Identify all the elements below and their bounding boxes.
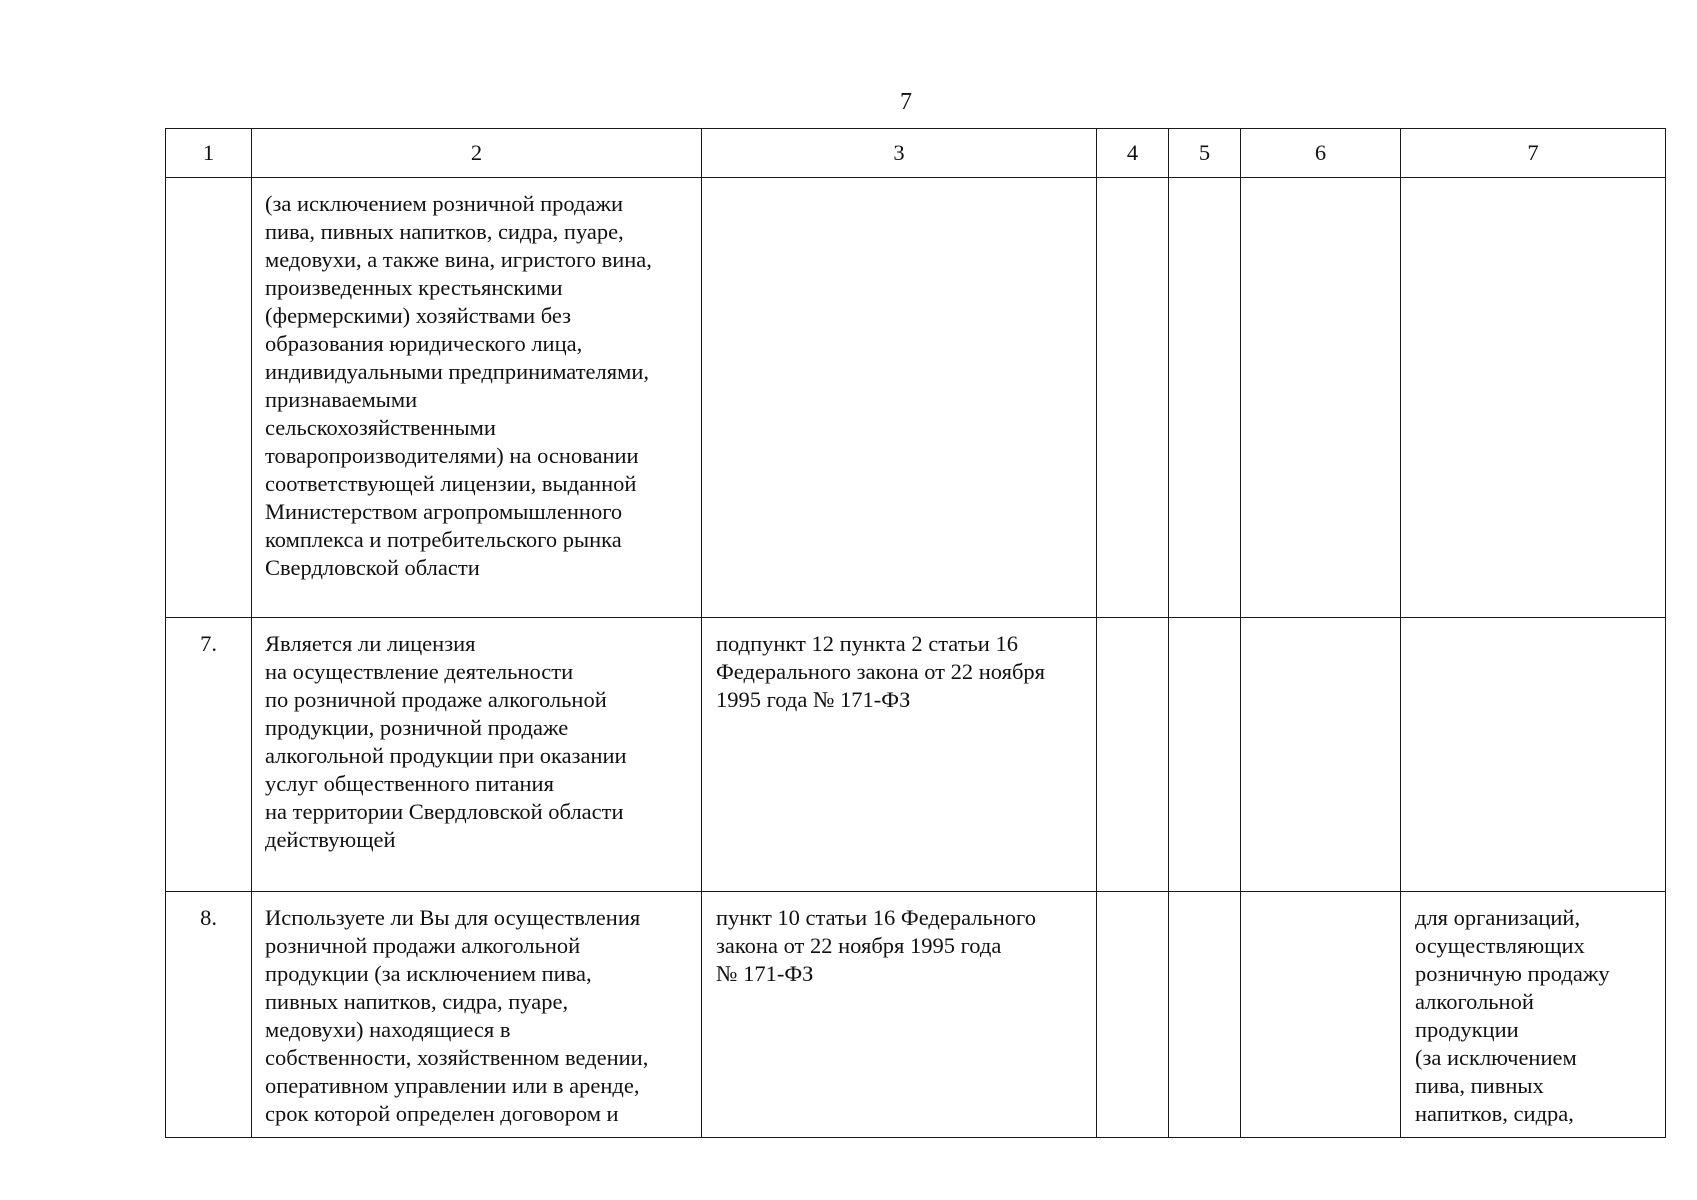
question-text: Является ли лицензия на осуществление деятельности по розничной продаже алкогольной продукции, розничной продаже алкогольной продукции при оказании услуг общественного питания на территории Свердловской области действующей bbox=[265, 631, 627, 852]
not-applicable-cell bbox=[1241, 618, 1401, 892]
note-text bbox=[1401, 178, 1665, 190]
requisites-text: пункт 10 статьи 16 Федерального закона от 22 ноября 1995 года № 171-ФЗ bbox=[716, 905, 1036, 986]
answer-no-cell bbox=[1169, 178, 1241, 618]
header-col-4: 4 bbox=[1097, 129, 1169, 178]
answer-no-cell bbox=[1169, 892, 1241, 1138]
row-number: 8. bbox=[200, 905, 217, 930]
requisites-text: подпункт 12 пункта 2 статьи 16 Федерального закона от 22 ноября 1995 года № 171-ФЗ bbox=[716, 631, 1046, 712]
header-col-2: 2 bbox=[252, 129, 702, 178]
header-col-5: 5 bbox=[1169, 129, 1241, 178]
table-row bbox=[166, 178, 1666, 618]
requisites-text bbox=[702, 178, 1096, 190]
question-cell bbox=[252, 892, 702, 1138]
note-cell bbox=[1401, 178, 1666, 618]
not-applicable-cell bbox=[1241, 178, 1401, 618]
answer-yes-cell bbox=[1097, 178, 1169, 618]
question-cell bbox=[252, 178, 702, 618]
not-applicable-cell bbox=[1241, 892, 1401, 1138]
checklist-table bbox=[165, 128, 1666, 1138]
row-number bbox=[166, 178, 251, 190]
page-number: 7 bbox=[900, 89, 912, 115]
note-text: для организаций, осуществляющих розничную продажу алкогольной продукции (за исключением пива, пивных напитков, сидра, bbox=[1415, 905, 1610, 1126]
answer-no-cell bbox=[1169, 618, 1241, 892]
header-row bbox=[166, 129, 1666, 178]
requisites-cell bbox=[702, 618, 1097, 892]
note-text bbox=[1401, 618, 1665, 630]
table-row bbox=[166, 892, 1666, 1138]
question-text: (за исключением розничной продажи пива, пивных напитков, сидра, пуаре, медовухи, а также вина, игристого вина, произведенных крестьянскими (фермерскими) хозяйствами без образования юридического лица, индивидуальными предпринимателями, признаваемыми сельскохозяйственными товаропроизводителями) на основании соответствующей лицензии, выданной Министерством агропромышленного комплекса и потребительского рынка Свердловской области bbox=[265, 191, 652, 580]
question-text: Используете ли Вы для осуществления розничной продажи алкогольной продукции (за исключением пива, пивных напитков, сидра, пуаре, медовухи) находящиеся в собственности, хозяйственном ведении, оперативном управлении или в аренде, срок которой определен договором и bbox=[265, 905, 649, 1126]
question-cell bbox=[252, 618, 702, 892]
header-col-3: 3 bbox=[702, 129, 1097, 178]
answer-yes-cell bbox=[1097, 892, 1169, 1138]
header-col-7: 7 bbox=[1401, 129, 1666, 178]
requisites-cell bbox=[702, 178, 1097, 618]
header-col-1: 1 bbox=[166, 129, 252, 178]
row-number: 7. bbox=[200, 631, 217, 656]
note-cell bbox=[1401, 618, 1666, 892]
table-row bbox=[166, 618, 1666, 892]
row-number-cell bbox=[166, 892, 252, 1138]
row-number-cell bbox=[166, 618, 252, 892]
row-number-cell bbox=[166, 178, 252, 618]
note-cell bbox=[1401, 892, 1666, 1138]
requisites-cell bbox=[702, 892, 1097, 1138]
answer-yes-cell bbox=[1097, 618, 1169, 892]
header-col-6: 6 bbox=[1241, 129, 1401, 178]
